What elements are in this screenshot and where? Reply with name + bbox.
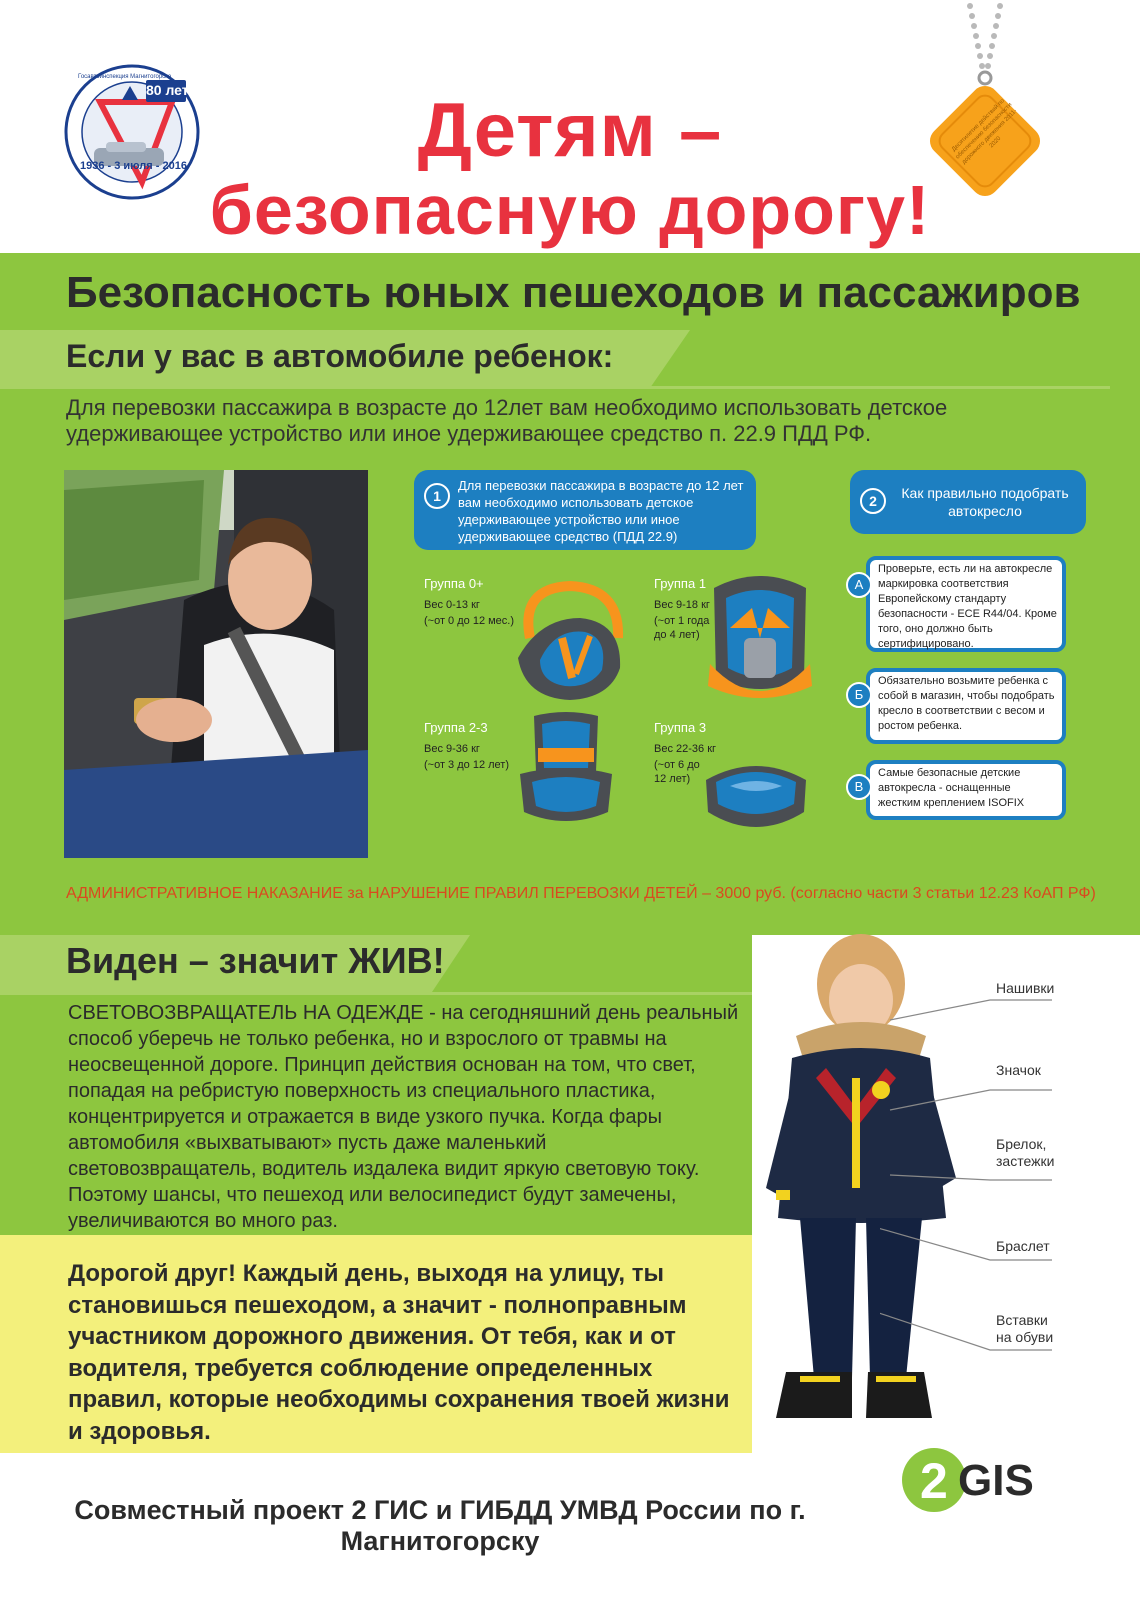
reflector-text: СВЕТОВОЗВРАЩАТЕЛЬ НА ОДЕЖДЕ - на сегодняшний день реальный способ уберечь не только ребенка, но и взрослого от травмы на неосвещенной дороге. Принцип действия основан на том, что свет, попадая на ребристую поверхность из специального пластика, концентрируется и отражается в виде узкого пучка. Когда фары автомобиля «выхватывают» пусть даже маленький световозвращатель, водитель издалека видит яркую световую току. Поэтому шансы, что пешеход или велосипедист будут замечены, увеличиваются во много раз.	[68, 1002, 739, 1232]
page-title-line1: Детям –	[417, 88, 723, 173]
label-patches: Нашивки	[996, 980, 1055, 996]
visibility-heading: Виден – значит ЖИВ!	[66, 940, 445, 981]
2gis-logo-text: GIS	[958, 1456, 1034, 1505]
group-3-name: Группа 3	[654, 720, 707, 735]
info-box-2-number: 2	[860, 488, 886, 514]
group-1-weight: Вес 9-18 кг	[654, 599, 710, 611]
tag-caption: Десятилетие действий по обеспечению безопасности дорожного движения 2011-2020	[951, 98, 1019, 166]
emblem-dates: 1936 - 3 июля - 2016	[80, 160, 187, 172]
label-shoe-inserts: Вставки на обуви	[996, 1312, 1054, 1345]
group-3-age: (~от 6 до 12 лет)	[654, 759, 700, 785]
section-heading: Безопасность юных пешеходов и пассажиров	[66, 268, 1081, 317]
2gis-logo-number: 2	[920, 1453, 948, 1509]
group-3-weight: Вес 22-36 кг	[654, 743, 717, 755]
penalty-notice: АДМИНИСТРАТИВНОЕ НАКАЗАНИЕ за НАРУШЕНИЕ ПРАВИЛ ПЕРЕВОЗКИ ДЕТЕЙ – 3000 руб. (согласно части 3 статьи 12.23 КоАП РФ)	[66, 885, 1096, 902]
subheading-child-in-car: Если у вас в автомобиле ребенок:	[66, 338, 614, 374]
tip-c-letter: В	[846, 774, 872, 800]
label-pointers	[880, 980, 1060, 1360]
label-badge: Значок	[996, 1062, 1041, 1078]
tip-c-text: Самые безопасные детские автокресла - оснащенные жестким креплением ISOFIX	[878, 767, 1025, 809]
group-0plus-age: (~от 0 до 12 мес.)	[424, 615, 515, 627]
info-box-1-text: Для перевозки пассажира в возрасте до 12 лет вам необходимо использовать детское удерживающее устройство или иное удерживающее средство (ПДД 22.9)	[458, 478, 744, 544]
infant-carrier-seat-icon	[510, 578, 630, 708]
info-box-2-text: Как правильно подобрать автокресло	[901, 485, 1069, 519]
visibility-heading-divider	[0, 992, 752, 995]
subheading-divider	[0, 386, 1110, 389]
group-2-3-weight: Вес 9-36 кг	[424, 743, 480, 755]
group2-3-booster-seat-icon	[516, 712, 616, 832]
group-2-3-name: Группа 2-3	[424, 720, 488, 735]
label-keychain: Брелок, застежки	[996, 1136, 1055, 1169]
group3-booster-cushion-icon	[700, 752, 812, 838]
boy-in-car-seat-photo	[64, 470, 368, 858]
group-0plus-name: Группа 0+	[424, 576, 484, 591]
intro-text: Для перевозки пассажира в возрасте до 12лет вам необходимо использовать детское удерживающее устройство или иное удерживающее средство п. 22.9 ПДД РФ.	[66, 395, 948, 446]
group-2-3-age: (~от 3 до 12 лет)	[424, 759, 509, 771]
group-0plus-weight: Вес 0-13 кг	[424, 599, 480, 611]
tip-b-letter: Б	[846, 682, 872, 708]
reflective-tag-icon	[920, 0, 1050, 205]
emblem-caption: Госавтоинспекция Магнитогорска	[78, 74, 172, 80]
tip-a-text: Проверьте, есть ли на автокресле маркировка соответствия Европейскому стандарту безопасности - ECE R44/04. Кроме того, оно должно быть сертифицировано.	[878, 563, 1057, 650]
label-bracelet: Браслет	[996, 1238, 1050, 1254]
group-1-age: (~от 1 года до 4 лет)	[654, 615, 710, 641]
footer-project-note: Совместный проект 2 ГИС и ГИБДД УМВД России по г. Магнитогорску	[74, 1495, 806, 1556]
tip-a-letter: А	[846, 572, 872, 598]
page-title-line2: безопасную дорогу!	[209, 171, 931, 249]
emblem-years: 80 лет	[146, 82, 189, 98]
group1-car-seat-icon	[700, 568, 820, 708]
tip-b-text: Обязательно возьмите ребенка с собой в магазин, чтобы подобрать кресло в соответствии с весом и ростом ребенка.	[878, 675, 1055, 732]
friend-note-text: Дорогой друг! Каждый день, выходя на улицу, ты становишься пешеходом, а значит - полноправным участником дорожного движения. От тебя, как и от водителя, требуется соблюдение определенных правил, которые необходимы сохранения твоей жизни и здоровья.	[68, 1260, 730, 1445]
2gis-logo	[900, 1446, 1040, 1516]
group-1-name: Группа 1	[654, 576, 707, 591]
info-box-1-number: 1	[424, 483, 450, 509]
